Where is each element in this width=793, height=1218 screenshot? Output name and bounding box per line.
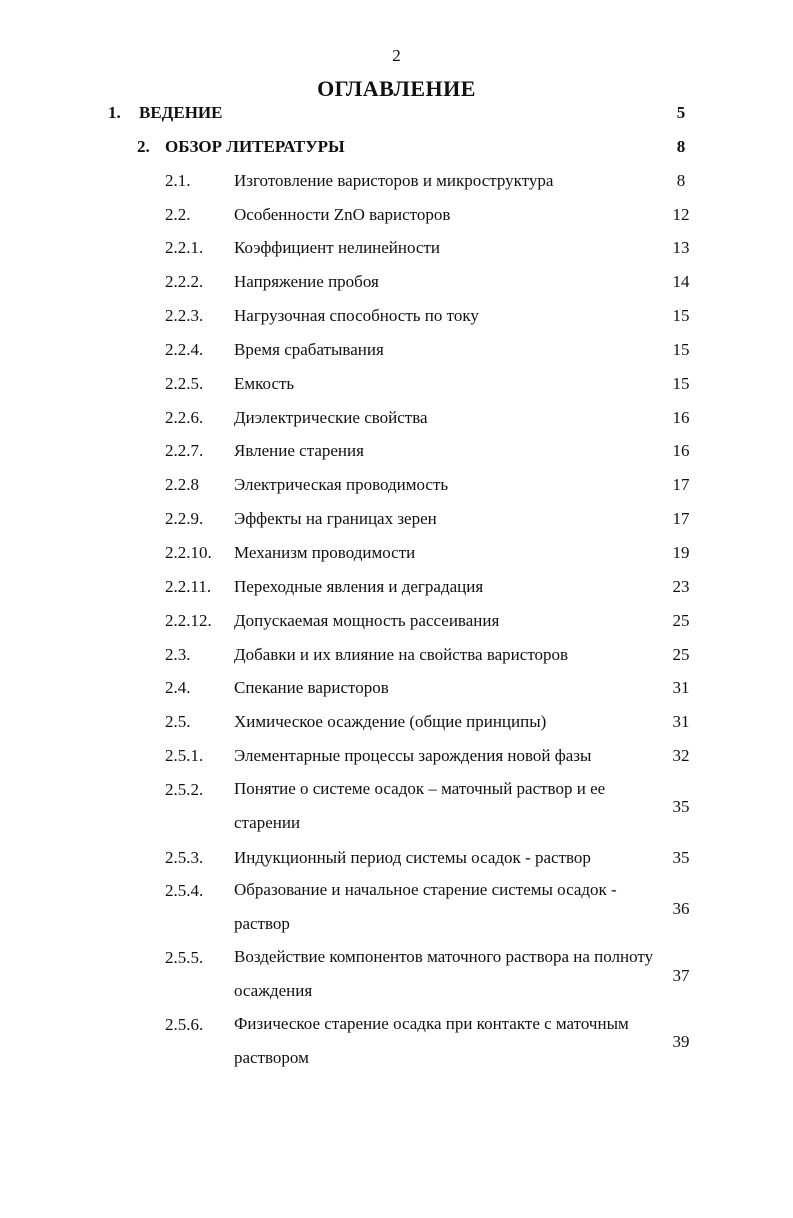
toc-entry-number: 2.5.6. xyxy=(165,1015,204,1034)
toc-entry-number: 2.2. xyxy=(165,205,191,224)
toc-entry-number: 2.5.2. xyxy=(165,780,204,799)
toc-entry-text: Допускаемая мощность рассеивания xyxy=(234,611,500,630)
toc-entry-page: 23 xyxy=(672,577,690,596)
toc-entry-text: Коэффициент нелинейности xyxy=(234,238,441,257)
toc-entry-page: 36 xyxy=(672,899,690,918)
toc-entry-text: Напряжение пробоя xyxy=(234,272,379,291)
toc-entry-number: 2.2.8 xyxy=(165,475,199,494)
toc-entry-page: 39 xyxy=(672,1032,690,1051)
toc-entry-page: 35 xyxy=(672,797,690,816)
toc-entry-text: Понятие о системе осадок – маточный раствор и ее старении xyxy=(234,779,606,832)
toc-entry-text: Время срабатывания xyxy=(234,340,384,359)
toc-entry-number: 2.2.3. xyxy=(165,306,204,325)
toc-entry-page: 19 xyxy=(672,543,690,562)
toc-entry-page: 13 xyxy=(672,238,690,257)
toc-entry-text: Воздействие компонентов маточного раствора на полноту осаждения xyxy=(234,947,654,1000)
toc-entry-text: Нагрузочная способность по току xyxy=(234,306,479,325)
toc-entry-text: Диэлектрические свойства xyxy=(234,408,428,427)
page-number: 2 xyxy=(392,46,401,65)
toc-entry-number: 2.5.3. xyxy=(165,848,204,867)
toc-entry-number: 2.5.1. xyxy=(165,746,204,765)
toc-entry-number: 2.2.11. xyxy=(165,577,212,596)
toc-entry-text: ОБЗОР ЛИТЕРАТУРЫ xyxy=(165,137,345,156)
toc-entry-page: 25 xyxy=(672,645,690,664)
toc-entry-text: Особенности ZnO варисторов xyxy=(234,205,451,224)
toc-entry-number: 2.2.4. xyxy=(165,340,204,359)
toc-entry-page: 17 xyxy=(672,475,690,494)
toc-entry-number: 2.5.4. xyxy=(165,881,204,900)
toc-entry-number: 2.2.6. xyxy=(165,408,204,427)
toc-entry-number: 2.2.7. xyxy=(165,441,204,460)
toc-entry-page: 31 xyxy=(672,678,690,697)
toc-entry-text: Изготовление варисторов и микроструктура xyxy=(234,171,554,190)
toc-entry-page: 25 xyxy=(672,611,690,630)
toc-entry-page: 16 xyxy=(672,408,690,427)
toc-entry-page: 8 xyxy=(676,171,686,190)
toc-entry-text: Добавки и их влияние на свойства варисторов xyxy=(234,645,569,664)
toc-entry-text: Элементарные процессы зарождения новой фазы xyxy=(234,746,592,765)
toc-entry-number: 2.5.5. xyxy=(165,948,204,967)
toc-entry-number: 1. xyxy=(108,103,121,122)
page-title: ОГЛАВЛЕНИЕ xyxy=(317,76,476,101)
toc-entry-text: Механизм проводимости xyxy=(234,543,416,562)
toc-entry-page: 15 xyxy=(672,306,690,325)
toc-entry-text: Образование и начальное старение системы осадок - раствор xyxy=(234,880,617,933)
toc-entry-page: 31 xyxy=(672,712,690,731)
toc-entry-page: 17 xyxy=(672,509,690,528)
toc-entry-page: 32 xyxy=(672,746,690,765)
toc-entry-page: 35 xyxy=(672,848,690,867)
toc-entry-text: Химическое осаждение (общие принципы) xyxy=(234,712,547,731)
toc-entry-number: 2.2.9. xyxy=(165,509,204,528)
toc-entry-number: 2.2.5. xyxy=(165,374,204,393)
toc-entry-number: 2.2.2. xyxy=(165,272,204,291)
toc-entry-text: Спекание варисторов xyxy=(234,678,389,697)
toc-entry-number: 2.2.1. xyxy=(165,238,204,257)
toc-entry-text: Электрическая проводимость xyxy=(234,475,449,494)
toc-entry-number: 2.1. xyxy=(165,171,191,190)
toc-entry-text: Физическое старение осадка при контакте с маточным раствором xyxy=(234,1014,629,1067)
toc-entry-number: 2.3. xyxy=(165,645,191,664)
toc-entry-text: Переходные явления и деградация xyxy=(234,577,484,596)
toc-entry-text: Индукционный период системы осадок - раствор xyxy=(234,848,591,867)
toc-entry-text: Емкость xyxy=(234,374,295,393)
toc-entry-page: 15 xyxy=(672,340,690,359)
toc-entry-page: 5 xyxy=(676,103,686,122)
toc-entry-text: ВЕДЕНИЕ xyxy=(139,103,223,122)
toc-entry-page: 15 xyxy=(672,374,690,393)
toc-entry-number: 2.2.10. xyxy=(165,543,212,562)
toc-entry-page: 14 xyxy=(672,272,690,291)
toc-entry-number: 2.2.12. xyxy=(165,611,212,630)
toc-entry-number: 2.4. xyxy=(165,678,191,697)
toc-entry-text: Явление старения xyxy=(234,441,364,460)
toc-entry-page: 16 xyxy=(672,441,690,460)
toc-entry-page: 37 xyxy=(672,966,690,985)
toc-entry-number: 2. xyxy=(137,137,150,156)
toc-entry-text: Эффекты на границах зерен xyxy=(234,509,437,528)
toc-entry-page: 12 xyxy=(672,205,690,224)
toc-entry-page: 8 xyxy=(676,137,686,156)
toc-entry-number: 2.5. xyxy=(165,712,191,731)
